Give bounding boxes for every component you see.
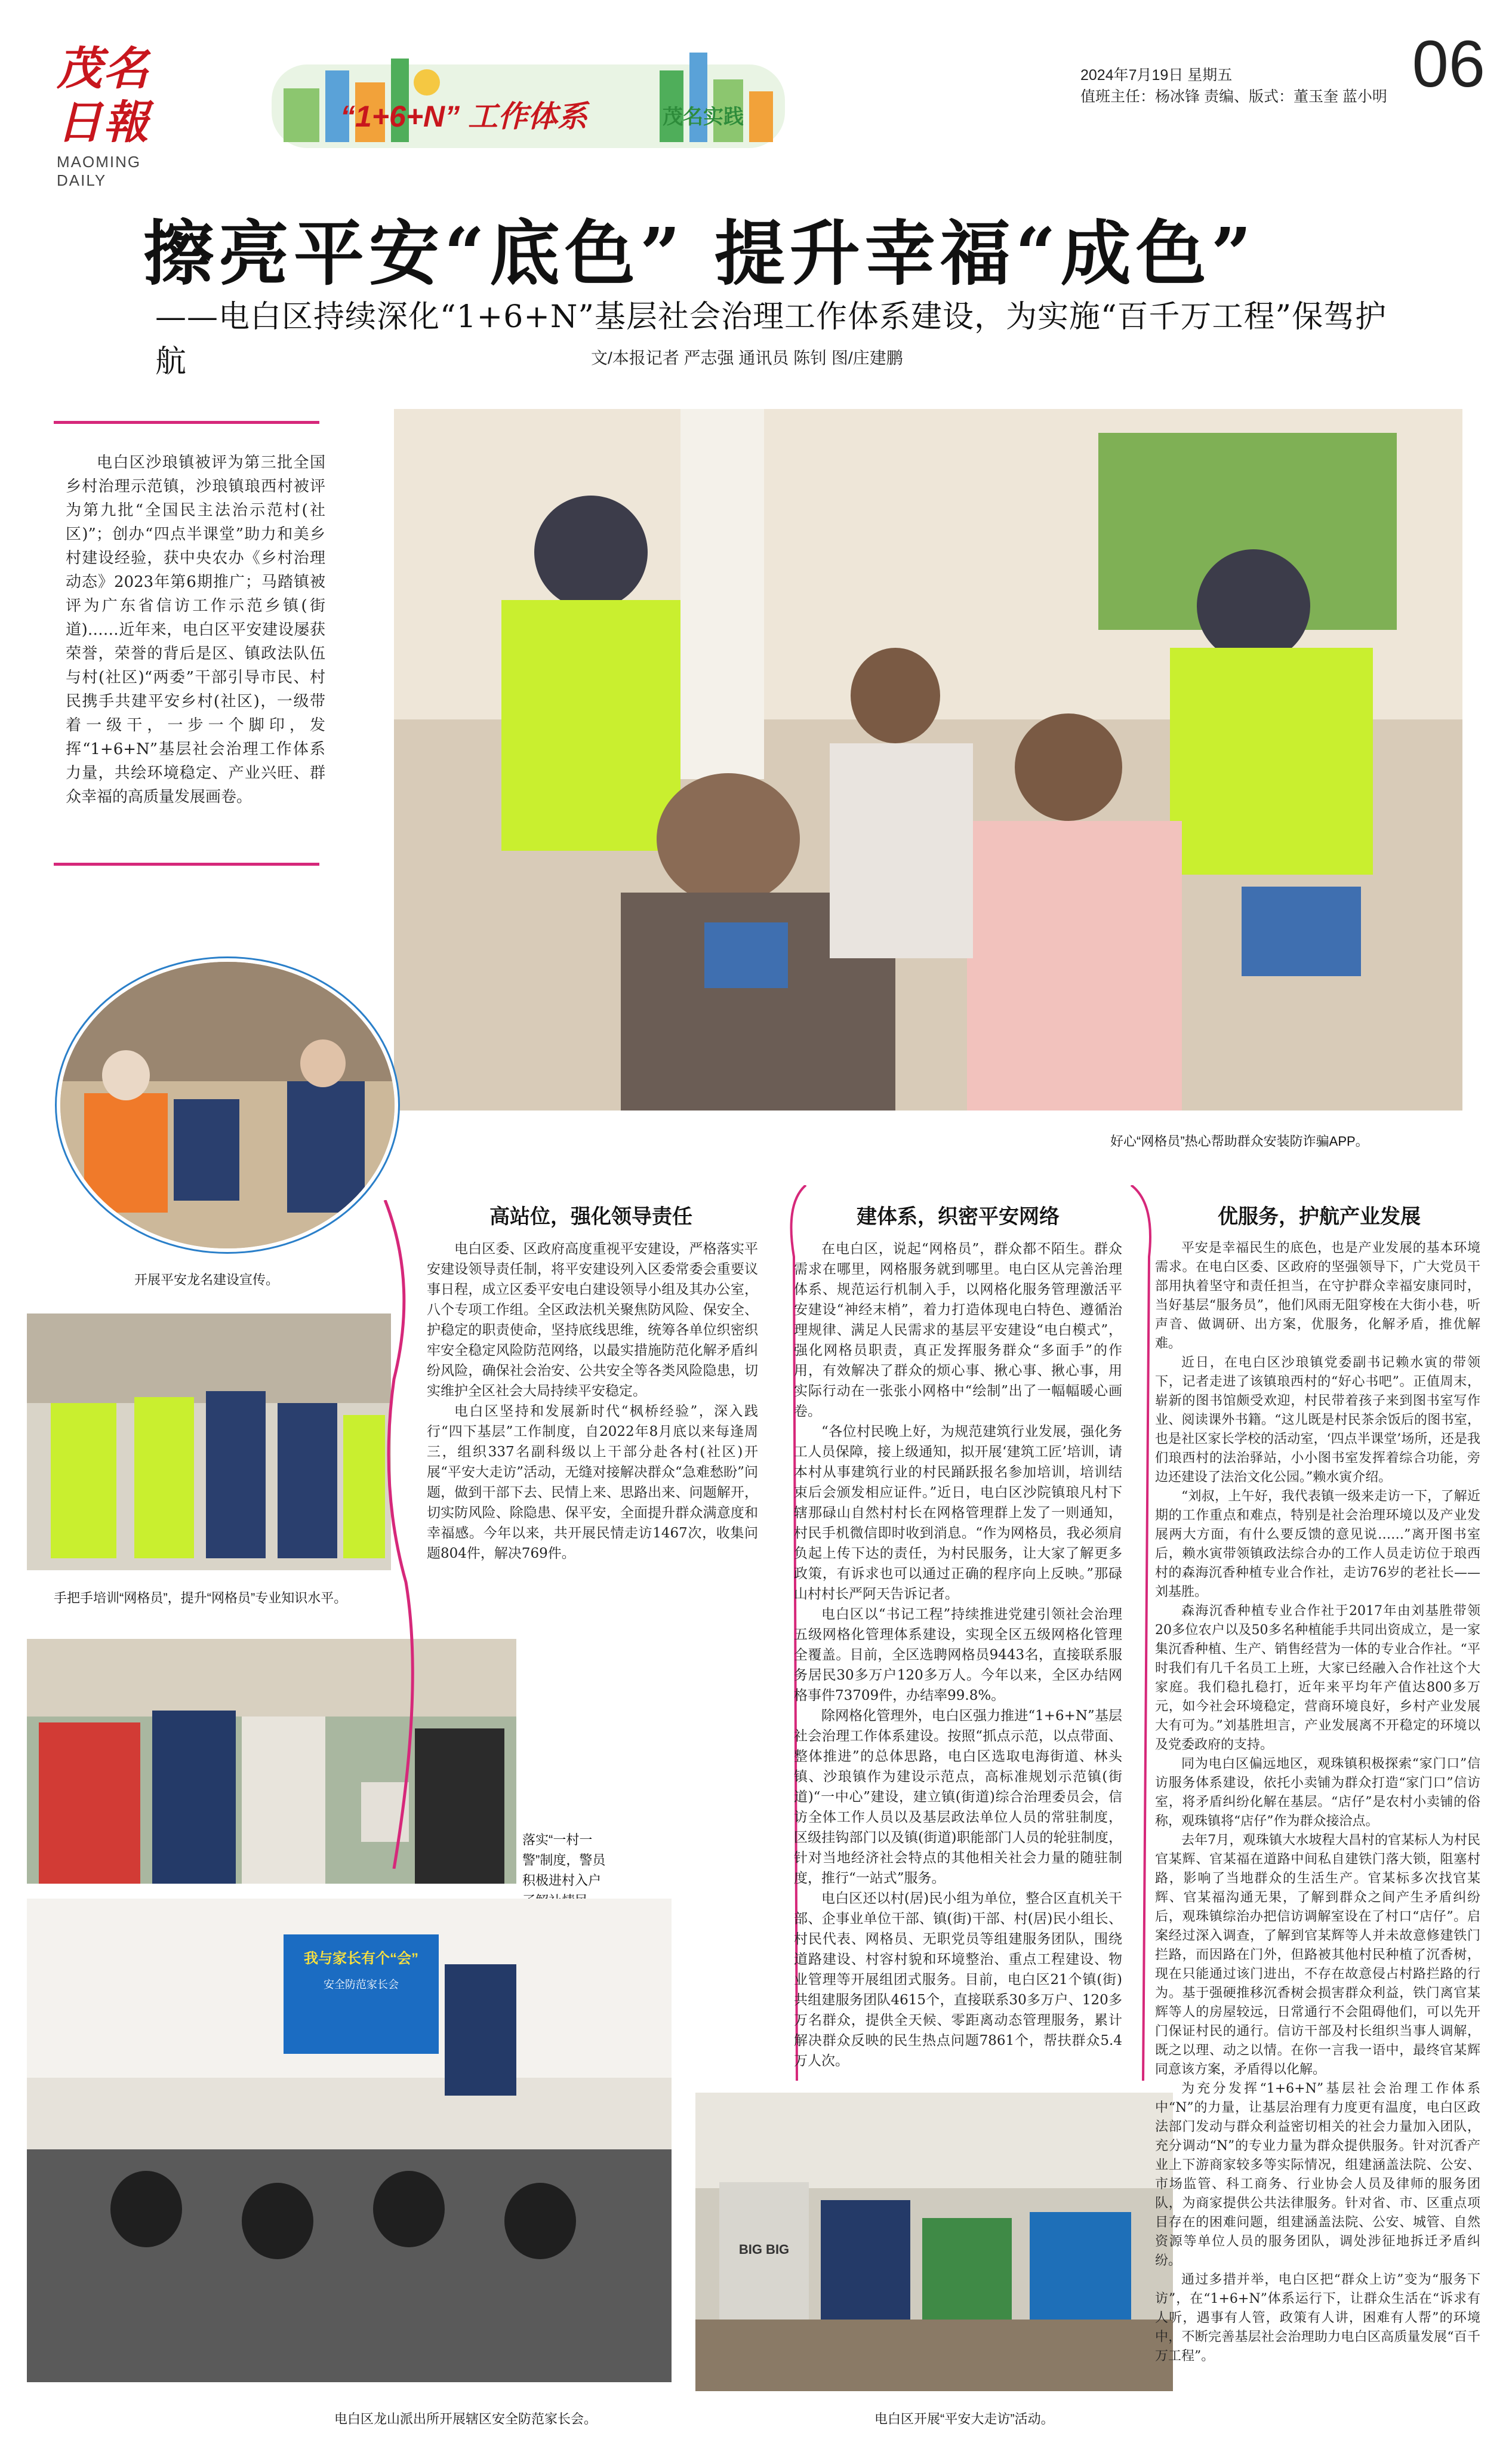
section-3-para: 通过多措并举，电白区把“群众上访”变为“服务下访”，在“1+6+N”体系运行下，让群众生活在“诉求有人听，遇事有人管，政策有人讲，困难有人帮”的环境中，不断完善基层社会治理助力电白区高质量发展“百千万工程”。 xyxy=(1155,2272,1480,2364)
section-3-para: 同为电白区偏远地区，观珠镇积极探索“家门口”信访服务体系建设，依托小卖铺为群众打造“家门口”信访室，将矛盾纠纷化解在基层。“店仔”是农村小卖铺的俗称，观珠镇将“店仔”作为群众接洽点。 xyxy=(1155,1757,1480,1829)
banner-title: “1+6+N” 工作体系 xyxy=(340,100,588,133)
section-1-para: 电白区委、区政府高度重视平安建设，严格落实平安建设领导责任制，将平安建设列入区委常委会重要议事日程，成立区委平安电白建设领导小组及其办公室，八个专项工作组。全区政法机关聚焦防风险、保安全、护稳定的职责使命，坚持底线思维，统筹各单位织密织牢安全稳定风险防范网络，以最实措施防范化解矛盾纠纷风险，确保社会治安、公共安全等各类风险隐患，切实维护全区社会大局持续平安稳定。 xyxy=(427,1241,758,1399)
section-1-para: 电白区坚持和发展新时代“枫桥经验”，深入践行“四下基层”工作制度，自2022年8月底以来每逢周三，组织337名副科级以上干部分赴各村(社区)开展“平安大走访”活动，无缝对接解决群众“急难愁盼”问题，做到干部下去、民情上来、思路出来、问题解开，切实防风险、除隐患、保平安，全面提升群众满意度和幸福感。今年以来，共开展民情走访1467次，收集问题804件，解决769件。 xyxy=(427,1404,758,1561)
training-photo-caption: 手把手培训“网格员”，提升“网格员”专业知识水平。 xyxy=(54,1591,347,1605)
section-1-body xyxy=(427,1239,758,1564)
issue-meta xyxy=(1080,64,1387,107)
circle-photo-caption: 开展平安龙名建设宣传。 xyxy=(134,1272,279,1287)
editor-credits: 值班主任：杨冰锋 责编、版式：董玉奎 蓝小明 xyxy=(1080,88,1387,105)
section-3-para: 为充分发挥“1+6+N”基层社会治理工作体系中“N”的力量，让基层治理有力度更有温度，电白区政法部门发动与群众利益密切相关的社会力量加入团队，充分调动“N”的专业力量为群众提供服务。针对沉香产业上下游商家较多等实际情况，组建涵盖法院、公安、市场监管、科工商务、行业协会人员及律师的服务团队，为商家提供公共法律服务。针对省、市、区重点项目存在的困难问题，组建涵盖法院、公安、城管、自然资源等单位人员的服务团队，调处涉征地拆迁矛盾纠纷。 xyxy=(1155,2081,1480,2268)
subheadline: ——电白区持续深化“1+6+N”基层社会治理工作体系建设，为实施“百千万工程”保驾护航 xyxy=(155,299,1387,380)
section-3-title: 优服务，护航产业发展 xyxy=(1218,1205,1421,1228)
banner-subtitle: 茂名实践 xyxy=(663,106,744,128)
section-2-para: 除网格化管理外，电白区强力推进“1+6+N”基层社会治理工作体系建设。按照“抓点示范，以点带面、整体推进”的总体思路，电白区选取电海街道、林头镇、沙琅镇作为建设示范点，高标准规划示范镇(街道)“一中心”建设，建立镇(街道)综合治理委员会，信访全体工作人员以及基层政法单位人员的常驻制度，区级挂钩部门以及镇(街道)职能部门人员的轮驻制度，针对当地经济社会特点的其他相关社会力量的随驻制度，推行“一站式”服务。 xyxy=(794,1708,1122,1886)
section-1-title: 高站位，强化领导责任 xyxy=(489,1205,692,1228)
divider-curve-left xyxy=(382,1200,424,1869)
meeting-photo xyxy=(27,1899,672,2382)
intro-bottom-rule xyxy=(54,863,319,866)
intro-top-rule xyxy=(54,421,319,424)
main-photo-caption: 好心“网格员”热心帮助群众安装防诈骗APP。 xyxy=(1110,1134,1369,1149)
section-2-para: 电白区还以村(居)民小组为单位，整合区直机关干部、企事业单位干部、镇(街)干部、村(居)民小组长、村民代表、网格员、无职党员等组建服务团队，围绕道路建设、村容村貌和环境整治、重点工程建设、物业管理等开展组团式服务。目前，电白区21个镇(街)共组建服务团队4615个，直接联系30多万户、120多万名群众，提供全天候、零距离动态管理服务，累计解决群众反映的民生热点问题7861个，帮扶群众5.4万人次。 xyxy=(794,1891,1122,2069)
section-3-para: 近日，在电白区沙琅镇党委副书记赖水寅的带领下，记者走进了该镇琅西村的“好心书吧”。正值周末，崭新的图书馆颇受欢迎，村民带着孩子来到图书室写作业、阅读课外书籍。“这儿既是村民茶余饭后的图书室，也是社区家长学校的活动室，‘四点半课堂’场所，还是我们琅西村的法治驿站，小小图书室发挥着综合功能，旁边还建设了法治文化公园。”赖水寅介绍。 xyxy=(1155,1355,1480,1485)
walk-photo-caption: 电白区开展“平安大走访”活动。 xyxy=(874,2411,1054,2426)
training-photo xyxy=(27,1313,391,1570)
screen-title: 我与家长有个“会” xyxy=(304,1951,418,1967)
headline: 擦亮平安“底色” 提升幸福“成色” xyxy=(143,212,1257,295)
newspaper-logo xyxy=(57,42,194,189)
police-photo xyxy=(27,1639,516,1884)
section-3-para: “刘叔，上午好，我代表镇一级来走访一下，了解近期的工作重点和难点，特别是社会治理环境以及产业发展两大方面，有什么要反馈的意见说……”离开图书室后，赖水寅带领镇政法综合办的工作人员走访位于琅西村的森海沉香种植专业合作社，走访76岁的老社长——刘基胜。 xyxy=(1155,1489,1480,1599)
intro-text: 电白区沙琅镇被评为第三批全国乡村治理示范镇，沙琅镇琅西村被评为第九批“全国民主法治示范村(社区)”；创办“四点半课堂”助力和美乡村建设经验，获中央农办《乡村治理动态》2023年第6期推广；马踏镇被评为广东省信访工作示范乡镇(街道)……近年来，电白区平安建设屡获荣誉，荣誉的背后是区、镇政法队伍与村(社区)“两委”干部引导市民、村民携手共建平安乡村(社区)，一级带着一级干，一步一个脚印，发挥“1+6+N”基层社会治理工作体系力量，共绘环境稳定、产业兴旺、群众幸福的高质量发展画卷。 xyxy=(66,454,325,806)
logo-english: MAOMING DAILY xyxy=(57,153,141,189)
byline: 文/本报记者 严志强 通讯员 陈钊 图/庄建鹏 xyxy=(591,349,903,367)
shirt-print: BIG BIG xyxy=(738,2242,790,2257)
section-2-para: “各位村民晚上好，为规范建筑行业发展，强化务工人员保障，接上级通知，拟开展‘建筑工匠’培训，请本村从事建筑行业的村民踊跃报名参加培训，培训结束后会颁发相应证件。”近日，电白区沙院镇琅凡村下辖那碌山自然村村长在网格管理群上发了一则通知，村民手机微信即时收到消息。“作为网格员，我必须肩负起上传下达的责任，为村民服务，让大家了解更多政策，有诉求也可以通过正确的程序向上反映。”那碌山村村长严阿天告诉记者。 xyxy=(794,1424,1122,1602)
meeting-photo-caption: 电白区龙山派出所开展辖区安全防范家长会。 xyxy=(334,2411,598,2426)
police-photo-caption: 落实“一村一警”制度，警员积极进村入户 xyxy=(522,1832,606,1888)
circle-photo xyxy=(57,958,398,1252)
walk-photo xyxy=(695,2093,1173,2391)
section-2-para: 在电白区，说起“网格员”，群众都不陌生。群众需求在哪里，网格服务就到哪里。电白区从完善治理体系、规范运行机制入手，以网格化服务管理激活平安建设“神经末梢”，着力打造体现电白特色、遵循治理规律、满足人民需求的基层平安建设“电白模式”，强化网格员职责，真正发挥服务群众“多面手”的作用，有效解决了群众的烦心事、揪心事、揪心事，用实际行动在一张张小网格中“绘制”出了一幅幅暖心画卷。 xyxy=(794,1241,1122,1419)
section-2-body xyxy=(794,1239,1122,2071)
section-3-para: 平安是幸福民生的底色，也是产业发展的基本环境需求。在电白区委、区政府的坚强领导下，广大党员干部用执着坚守和责任担当，在守护群众幸福安康同时，当好基层“服务员”，他们风雨无阻穿梭在大街小巷，听声音、做调研、出方案，优服务，化解矛盾，推优解难。 xyxy=(1155,1241,1480,1351)
section-3-para: 森海沉香种植专业合作社于2017年由刘基胜带领20多位农户以及50多名种植能手共同出资成立，是一家集沉香种植、生产、销售经营为一体的专业合作社。“平时我们有几千名员工上班，大家已经融入合作社这个大家庭。我们稳扎稳打，近年来平均年产值达800多万元，如今社会环境稳定，营商环境良好，乡村产业发展大有可为。”刘基胜坦言，产业发展离不开稳定的环境以及党委政府的支持。 xyxy=(1155,1604,1480,1752)
page-number: 06 xyxy=(1412,27,1485,101)
section-3-body xyxy=(1155,1239,1480,2366)
section-3-para: 去年7月，观珠镇大水坡程大昌村的官某标人为村民官某辉、官某福在道路中间私自建铁门落大锁，阻塞村路，影响了当地群众的生活生产。官某标多次找官某辉、官某福沟通无果，了解到群众之间产生矛盾纠纷后，观珠镇综治办把信访调解室设在了村口“店仔”。启案经过深入调查，了解到官某辉等人并未故意修建铁门拦路，而因路在门外，但路被其他村民种植了沉香树，现在只能通过该门进出，不存在故意侵占村路拦路的行为。基于强硬推移沉香树会损害群众利益，铁门离官某辉等人的房屋较远，日常通行不会阻碍他们，可以先开门保证村民的通行。信访干部及村长组织当事人调解，既之以理、动之以情。在你一言我一语中，最终官某辉同意该方案，矛盾得以化解。 xyxy=(1155,1833,1480,2077)
main-photo xyxy=(394,409,1462,1111)
section-2-title: 建体系，织密平安网络 xyxy=(857,1205,1060,1228)
logo-chinese: 茂名日報 xyxy=(57,42,150,149)
section-2-para: 电白区以“书记工程”持续推进党建引领社会治理五级网格化管理体系建设，实现全区五级网格化管理全覆盖。目前，全区选聘网格员9443名，直接联系服务居民30多万户120多万人。今年以来，全区办结网格事件73709件，办结率99.8%。 xyxy=(794,1607,1122,1703)
screen-subtitle: 安全防范家长会 xyxy=(324,1979,399,1991)
issue-date: 2024年7月19日 星期五 xyxy=(1080,67,1233,84)
